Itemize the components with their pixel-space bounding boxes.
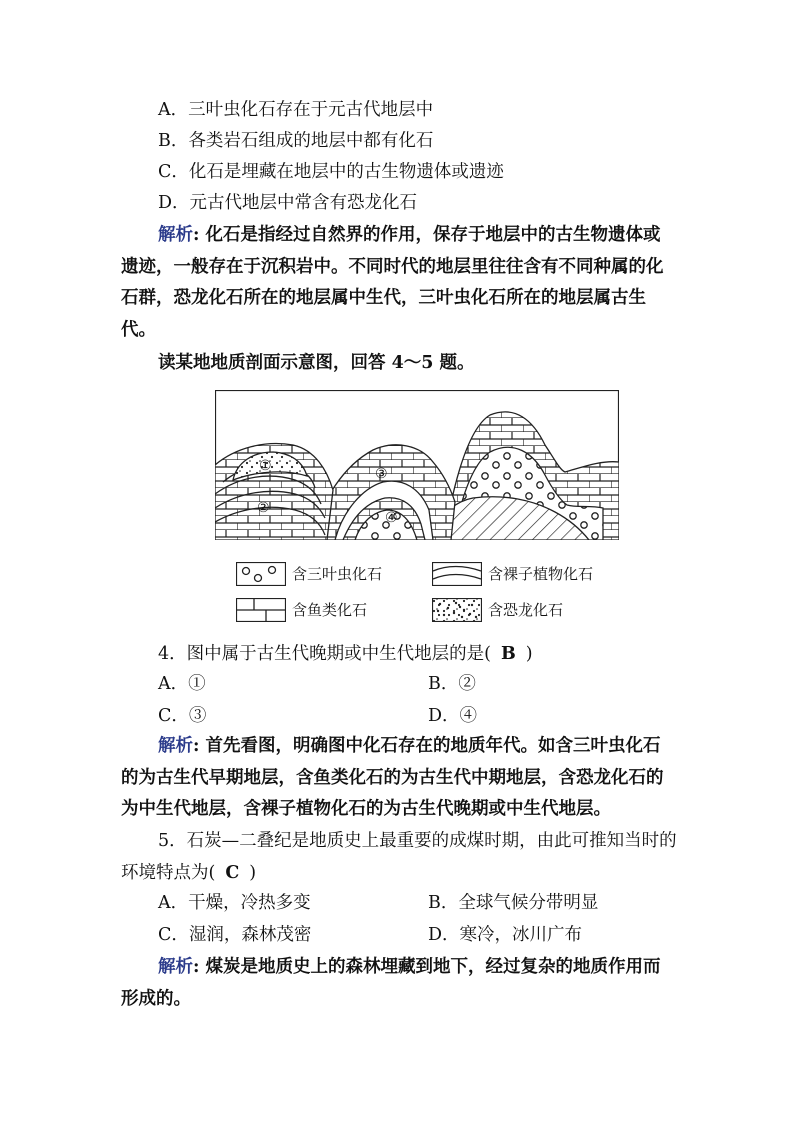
q4-stem-text: 4．图中属于古生代晚期或中生代地层的是( xyxy=(158,644,491,664)
q5-option-b: B．全球气候分带明显 xyxy=(428,893,599,913)
dinosaur-swatch-icon xyxy=(432,598,482,622)
geologic-section-figure xyxy=(215,390,619,540)
q3-option-c: C．化石是埋藏在地层中的古生物遗体或遗迹 xyxy=(158,162,504,182)
analysis-label: 解析 xyxy=(158,736,193,756)
q4-option-a: A．① xyxy=(158,674,206,694)
q5-stem-text: 5．石炭—二叠纪是地质史上最重要的成煤时期，由此可推知当时的环境特点为( xyxy=(121,831,677,883)
q4-option-d: D．④ xyxy=(428,706,478,726)
legend-trilobite xyxy=(236,562,382,586)
q3-option-b: B．各类岩石组成的地层中都有化石 xyxy=(158,131,434,151)
marker-3: ③ xyxy=(375,466,388,482)
figure-intro: 读某地地质剖面示意图，回答 4～5 题。 xyxy=(158,353,475,373)
legend-label: 含三叶虫化石 xyxy=(292,565,383,583)
trilobite-swatch-icon xyxy=(236,562,286,586)
fish-swatch-icon xyxy=(236,598,286,622)
q5-close-paren: ) xyxy=(249,862,257,883)
q3-option-d: D．元古代地层中常含有恐龙化石 xyxy=(158,193,418,213)
q5-stem xyxy=(121,826,677,889)
legend-dinosaur xyxy=(432,598,563,622)
q5-answer: C xyxy=(225,862,240,883)
legend-label: 含恐龙化石 xyxy=(488,601,564,619)
legend-gymnosperm xyxy=(432,562,593,586)
q3-analysis xyxy=(121,220,677,346)
marker-1: ① xyxy=(259,458,272,474)
q5-option-a: A．干燥，冷热多变 xyxy=(158,893,311,913)
legend-label: 含鱼类化石 xyxy=(292,601,368,619)
q4-option-c: C．③ xyxy=(158,706,207,726)
q4-option-b: B．② xyxy=(428,674,476,694)
q4-analysis-text: : 首先看图，明确图中化石存在的地质年代。如含三叶虫化石的为古生代早期地层，含鱼类化石的为古生代中期地层，含恐龙化石的为中生代地层，含裸子植物化石的为古生代晚期或中生代地层。 xyxy=(121,736,664,819)
legend-label: 含裸子植物化石 xyxy=(488,565,594,583)
q5-option-c: C．湿润，森林茂密 xyxy=(158,925,312,945)
analysis-label: 解析 xyxy=(158,957,193,977)
q5-option-d: D．寒冷，冰川广布 xyxy=(428,925,583,945)
marker-2: ② xyxy=(257,500,270,516)
q5-analysis-text: : 煤炭是地质史上的森林埋藏到地下，经过复杂的地质作用而形成的。 xyxy=(121,957,661,1009)
q3-analysis-text: : 化石是指经过自然界的作用，保存于地层中的古生物遗体或遗迹，一般存在于沉积岩中。不同时代的地层里往往含有不同种属的化石群，恐龙化石所在的地层属中生代，三叶虫化石所在的地层属古生代。 xyxy=(121,225,664,340)
q4-close-paren: ) xyxy=(525,644,533,664)
gymnosperm-swatch-icon xyxy=(432,562,482,586)
q4-answer: B xyxy=(500,644,516,664)
q5-analysis xyxy=(121,952,677,1015)
marker-4: ④ xyxy=(385,510,398,526)
analysis-label: 解析 xyxy=(158,225,193,245)
q4-analysis xyxy=(121,731,677,826)
q3-option-a: A．三叶虫化石存在于元古代地层中 xyxy=(158,100,434,120)
q4-stem xyxy=(158,642,533,666)
legend-fish xyxy=(236,598,367,622)
